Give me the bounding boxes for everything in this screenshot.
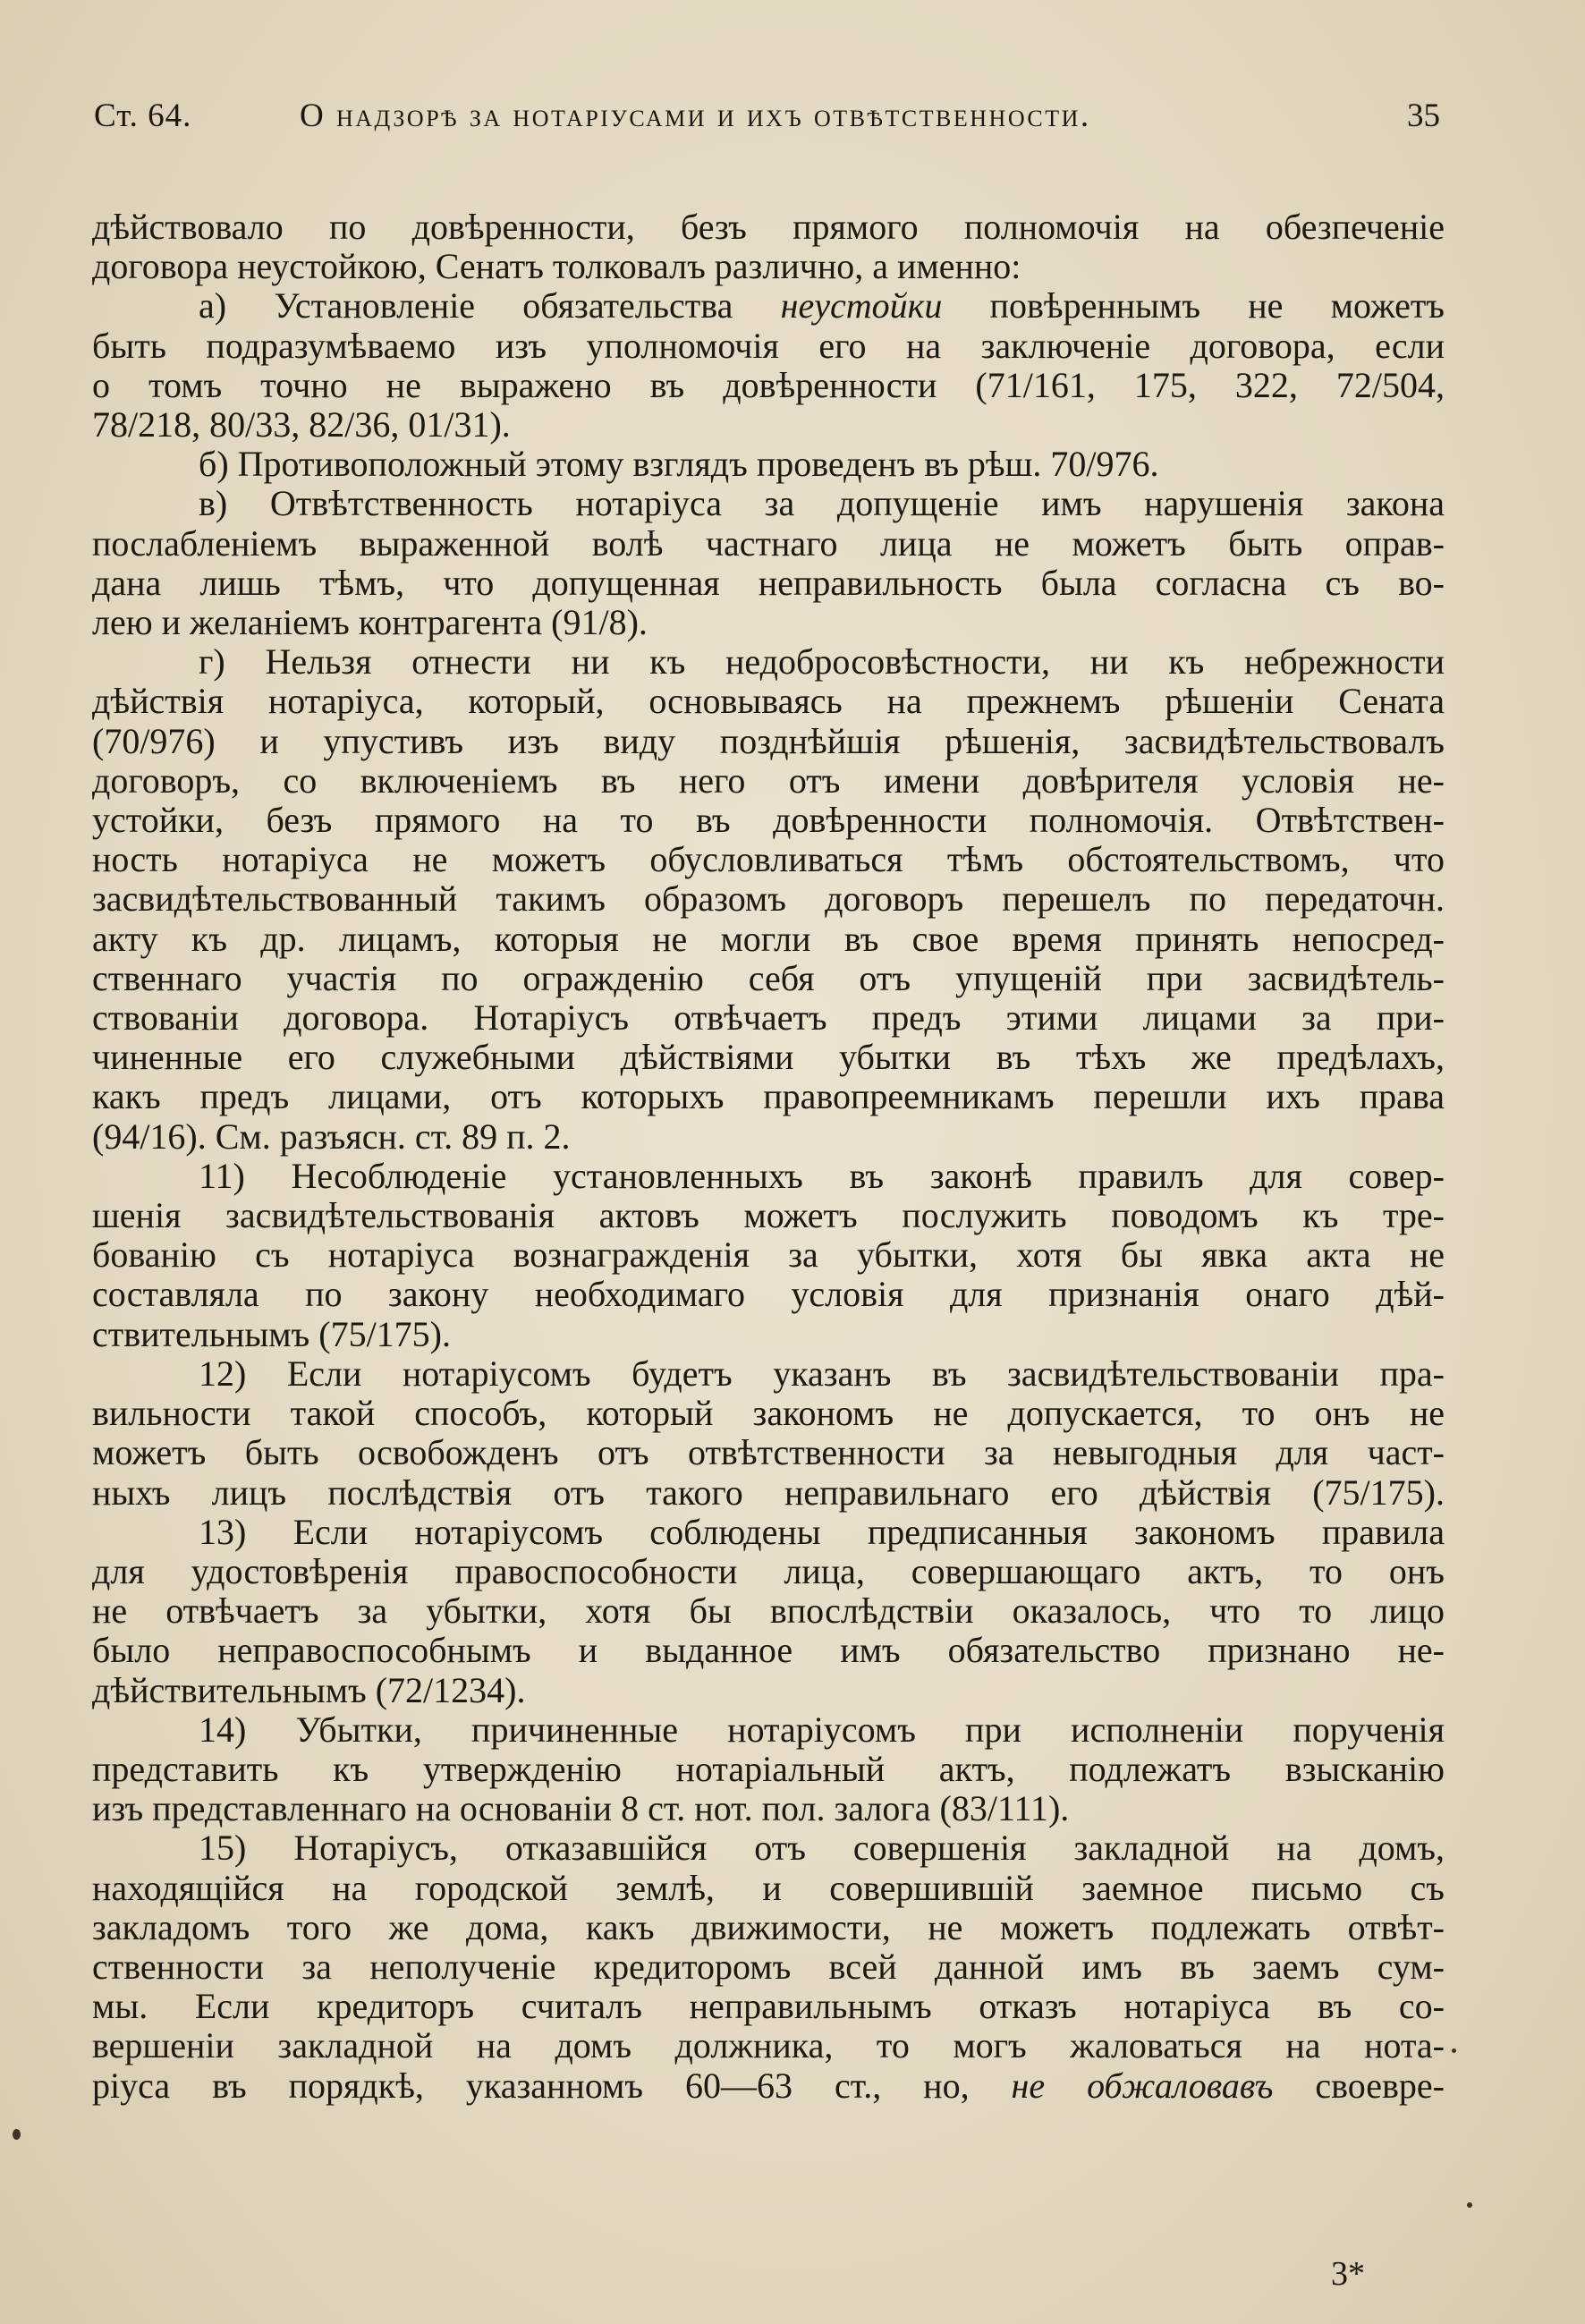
text-line: представить къ утвержденію нотаріальный актъ, подлежатъ взысканію bbox=[92, 1748, 1445, 1789]
signature-mark: 3* bbox=[1331, 2255, 1365, 2293]
text-line: закладомъ того же дома, какъ движимости, не можетъ подлежать отвѣт- bbox=[92, 1906, 1445, 1947]
text-line: засвидѣтельствованный такимъ образомъ договоръ перешелъ по передаточн. bbox=[92, 878, 1445, 920]
text-line: бованію съ нотаріуса вознагражденія за убытки, хотя бы явка акта не bbox=[92, 1234, 1445, 1276]
text-line: 11) Несоблюденіе установленныхъ въ законѣ правилъ для совер- bbox=[199, 1155, 1445, 1196]
text-run: своевре- bbox=[1273, 2065, 1445, 2106]
text-line: договора неустойкою, Сенатъ толковалъ различно, а именно: bbox=[92, 246, 1021, 287]
page-body bbox=[92, 208, 1445, 2211]
text-line: в) Отвѣтственность нотаріуса за допущеніе имъ нарушенія закона bbox=[199, 483, 1445, 524]
italic-term: неустойки bbox=[780, 285, 943, 327]
ink-spot bbox=[1467, 2202, 1472, 2208]
italic-term: не обжаловавъ bbox=[1011, 2065, 1274, 2106]
text-line: составляла по закону необходимаго условія для признанія онаго дѣй- bbox=[92, 1274, 1445, 1315]
text-line: лею и желаніемъ контрагента (91/8). bbox=[92, 602, 648, 643]
text-line: ственнаго участія по огражденію себя отъ упущеній при засвидѣтель- bbox=[92, 957, 1445, 998]
text-line: дѣйствовало по довѣренности, безъ прямого полномочія на обезпеченіе bbox=[92, 207, 1445, 247]
text-line: изъ представленнаго на основаніи 8 ст. нот. пол. залога (83/111). bbox=[92, 1788, 1070, 1829]
text-line: 14) Убытки, причиненные нотаріусомъ при исполненіи порученія bbox=[199, 1709, 1445, 1750]
text-line: ность нотаріуса не можетъ обусловливаться тѣмъ обстоятельствомъ, что bbox=[92, 839, 1445, 880]
text-line: 15) Нотаріусъ, отказавшійся отъ совершенія закладной на домъ, bbox=[199, 1828, 1445, 1869]
text-line: 12) Если нотаріусомъ будетъ указанъ въ засвидѣтельствованіи пра- bbox=[199, 1353, 1445, 1394]
text-line: о томъ точно не выражено въ довѣренности (71/161, 175, 322, 72/504, bbox=[92, 364, 1445, 405]
page-number: 35 bbox=[1407, 98, 1440, 134]
text-line: акту къ др. лицамъ, которыя не могли въ свое время принять непосред- bbox=[92, 918, 1445, 959]
text-line: дѣйствія нотаріуса, который, основываясь на прежнемъ рѣшеніи Сената bbox=[92, 681, 1445, 722]
text-line: (94/16). См. разъясн. ст. 89 п. 2. bbox=[92, 1115, 571, 1157]
text-line: договоръ, со включеніемъ въ него отъ имени довѣрителя условія не- bbox=[92, 759, 1445, 801]
text-line: ственности за неполученіе кредиторомъ всей данной имъ въ заемъ сум- bbox=[92, 1946, 1445, 1987]
text-line: (70/976) и упустивъ изъ виду позднѣйшія рѣшенія, засвидѣтельствовалъ bbox=[92, 720, 1445, 761]
text-line: шенія засвидѣтельствованія актовъ можетъ послужить поводомъ къ тре- bbox=[92, 1195, 1445, 1236]
ink-spot bbox=[13, 2129, 21, 2140]
running-title: О надзорѣ за нотаріусами и ихъ отвѣтственности. bbox=[300, 98, 1091, 134]
text-line: вильности такой способъ, который закономъ не допускается, то онъ не bbox=[92, 1393, 1445, 1434]
text-line: устойки, безъ прямого на то въ довѣренности полномочія. Отвѣтствен- bbox=[92, 800, 1445, 841]
text-line: 13) Если нотаріусомъ соблюдены предписанныя закономъ правила bbox=[199, 1511, 1445, 1552]
text-run: ріуса въ порядкѣ, указанномъ 60—63 ст., но, bbox=[92, 2065, 1012, 2106]
text-line: какъ предъ лицами, отъ которыхъ правопреемникамъ перешли ихъ права bbox=[92, 1076, 1445, 1117]
ink-spot bbox=[1452, 2048, 1456, 2053]
text-line: вершеніи закладной на домъ должника, то могъ жаловаться на нота- bbox=[92, 2025, 1445, 2066]
text-line bbox=[92, 286, 1445, 326]
text-run: повѣреннымъ не можетъ bbox=[942, 285, 1445, 327]
text-line: послабленіемъ выраженной волѣ частнаго лица не можетъ быть оправ- bbox=[92, 522, 1445, 564]
text-line: дана лишь тѣмъ, что допущенная неправильность была согласна съ во- bbox=[92, 562, 1445, 603]
text-line: для удостовѣренія правоспособности лица, совершающаго актъ, то онъ bbox=[92, 1550, 1445, 1591]
text-line: чиненные его служебными дѣйствіями убытки въ тѣхъ же предѣлахъ, bbox=[92, 1037, 1445, 1078]
text-line: ныхъ лицъ послѣдствія отъ такого неправильнаго его дѣйствія (75/175). bbox=[92, 1472, 1445, 1513]
text-line: б) Противоположный этому взглядъ проведенъ въ рѣш. 70/976. bbox=[199, 444, 1159, 485]
text-line bbox=[92, 2066, 1445, 2106]
text-line: ствованіи договора. Нотаріусъ отвѣчаетъ предъ этими лицами за при- bbox=[92, 997, 1445, 1039]
text-line: мы. Если кредиторъ считалъ неправильнымъ отказъ нотаріуса въ со- bbox=[92, 1986, 1445, 2027]
text-line: г) Нельзя отнести ни къ недобросовѣстности, ни къ небрежности bbox=[199, 641, 1445, 683]
text-line: было неправоспособнымъ и выданное имъ обязательство признано не- bbox=[92, 1630, 1445, 1671]
section-number: Ст. 64. bbox=[94, 98, 192, 134]
text-line: дѣйствительнымъ (72/1234). bbox=[92, 1669, 526, 1710]
text-line: находящійся на городской землѣ, и совершившій заемное письмо съ bbox=[92, 1867, 1445, 1908]
text-line: ствительнымъ (75/175). bbox=[92, 1313, 451, 1354]
text-line: быть подразумѣваемо изъ уполномочія его на заключеніе договора, если bbox=[92, 325, 1445, 366]
text-line: 78/218, 80/33, 82/36, 01/31). bbox=[92, 404, 511, 445]
text-line: можетъ быть освобожденъ отъ отвѣтственности за невыгодныя для част- bbox=[92, 1432, 1445, 1473]
text-run: а) Установленіе обязательства bbox=[199, 285, 781, 327]
text-line: не отвѣчаетъ за убытки, хотя бы впослѣдствіи оказалось, что то лицо bbox=[92, 1590, 1445, 1632]
running-header bbox=[94, 97, 1440, 150]
